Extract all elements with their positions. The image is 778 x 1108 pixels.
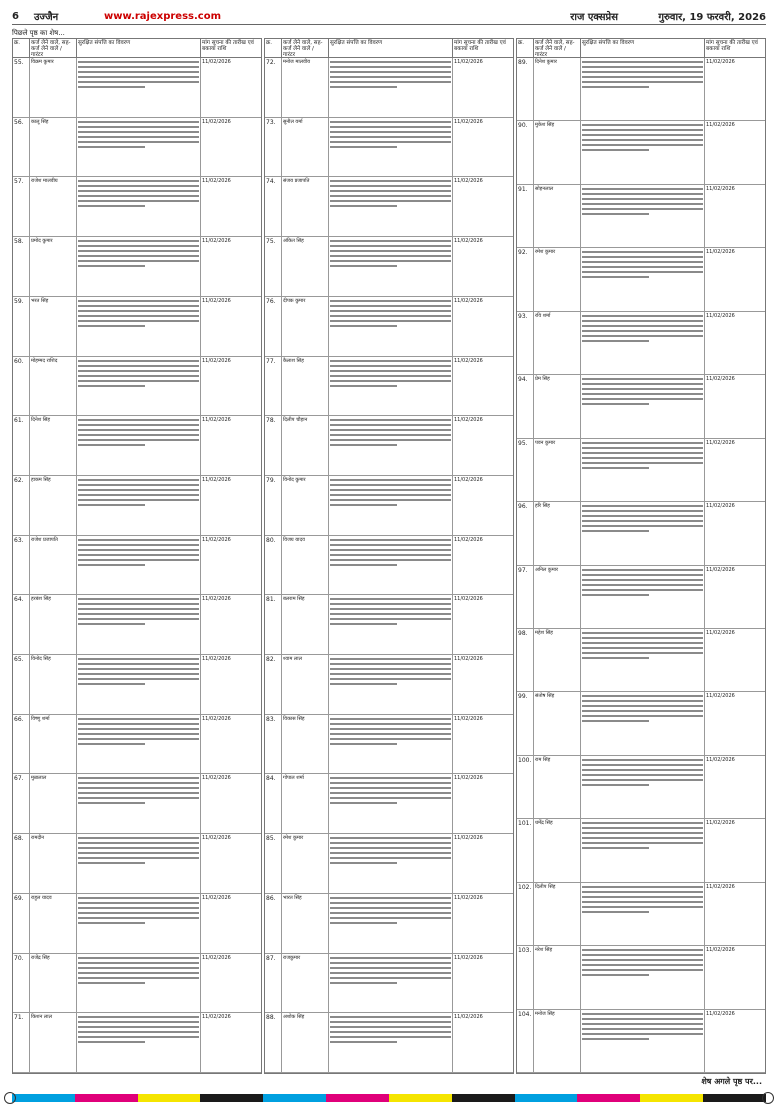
notice-entry [13, 357, 261, 417]
entry-serial: 94. [517, 375, 534, 437]
page-header [12, 8, 766, 25]
property-description [77, 834, 201, 893]
borrower-name: रामदीन [30, 834, 77, 893]
demand-notice-date: 11/02/2026 [202, 178, 231, 185]
notice-entry [13, 954, 261, 1014]
entry-serial: 98. [517, 629, 534, 691]
entry-serial: 103. [517, 946, 534, 1008]
property-description [329, 237, 453, 296]
print-color-bar [12, 1094, 766, 1102]
property-description [77, 536, 201, 595]
demand-notice-date: 11/02/2026 [706, 756, 735, 763]
entry-serial: 75. [265, 237, 282, 296]
borrower-name: रवि शर्मा [534, 312, 581, 374]
entry-serial: 96. [517, 502, 534, 564]
borrower-name: सुनील वर्मा [282, 118, 329, 177]
entry-serial: 93. [517, 312, 534, 374]
entry-serial: 63. [13, 536, 30, 595]
column-header [265, 39, 513, 58]
color-swatch [452, 1094, 515, 1102]
entry-serial: 85. [265, 834, 282, 893]
entry-serial: 73. [265, 118, 282, 177]
entry-serial: 71. [13, 1013, 30, 1072]
color-swatch [640, 1094, 703, 1102]
entry-serial: 60. [13, 357, 30, 416]
demand-notice-date: 11/02/2026 [202, 297, 231, 304]
color-swatch [138, 1094, 201, 1102]
notice-entry [265, 237, 513, 297]
notice-entry [517, 819, 765, 882]
column-header [517, 39, 765, 58]
website-url: www.rajexpress.com [104, 10, 222, 22]
entry-serial: 95. [517, 439, 534, 501]
property-description [77, 58, 201, 117]
demand-notice-date: 11/02/2026 [202, 238, 231, 245]
entry-serial: 80. [265, 536, 282, 595]
property-description [329, 177, 453, 236]
demand-notice-date: 11/02/2026 [202, 59, 231, 65]
demand-notice-date: 11/02/2026 [706, 122, 735, 129]
color-swatch [577, 1094, 640, 1102]
continuation-text: पिछले पृष्ठ का शेष... [12, 29, 65, 37]
registration-mark-icon [762, 1092, 774, 1104]
borrower-header: कर्ज लेने वाले, सह-कर्ज लेने वाले / गारंटर [534, 39, 581, 57]
borrower-name: विक्रम कुमार [30, 58, 77, 117]
demand-notice-date: 11/02/2026 [706, 820, 735, 827]
property-description [581, 121, 705, 183]
notice-entry [265, 58, 513, 118]
entry-serial: 100. [517, 756, 534, 818]
notice-entry [517, 756, 765, 819]
entry-serial: 65. [13, 655, 30, 714]
property-description [329, 595, 453, 654]
notice-entry [13, 476, 261, 536]
entry-serial: 89. [517, 58, 534, 120]
demand-notice-date: 11/02/2026 [454, 357, 483, 364]
color-swatch [12, 1094, 75, 1102]
property-description [329, 476, 453, 535]
demand-notice-date: 11/02/2026 [202, 954, 231, 961]
property-description [581, 439, 705, 501]
demand-notice-date: 11/02/2026 [454, 656, 483, 663]
borrower-name: राजकुमार [282, 954, 329, 1013]
property-description [329, 954, 453, 1013]
notice-entry [265, 357, 513, 417]
borrower-name: भरत सिंह [30, 297, 77, 356]
demand-notice-date: 11/02/2026 [202, 118, 231, 125]
notice-entry [265, 297, 513, 357]
entry-serial: 91. [517, 185, 534, 247]
property-description [329, 58, 453, 117]
notice-entry [13, 177, 261, 237]
notice-column [264, 38, 514, 1074]
notice-entry [13, 774, 261, 834]
demand-notice-date: 11/02/2026 [202, 775, 231, 782]
property-description [581, 375, 705, 437]
entry-serial: 69. [13, 894, 30, 953]
color-swatch [200, 1094, 263, 1102]
notice-entry [517, 1010, 765, 1073]
demand-notice-date: 11/02/2026 [454, 118, 483, 125]
borrower-name: दिनेश सिंह [30, 416, 77, 475]
notice-entry [517, 439, 765, 502]
demand-notice-date: 11/02/2026 [454, 178, 483, 185]
borrower-name: मनोज मालवीय [282, 58, 329, 117]
borrower-name: मोहम्मद राशिद [30, 357, 77, 416]
entry-serial: 58. [13, 237, 30, 296]
borrower-name: भारत सिंह [282, 894, 329, 953]
notice-entry [13, 1013, 261, 1073]
property-description [329, 536, 453, 595]
notice-entry [265, 1013, 513, 1073]
property-description [77, 416, 201, 475]
color-swatch [75, 1094, 138, 1102]
color-swatch [326, 1094, 389, 1102]
demand-notice-date: 11/02/2026 [202, 476, 231, 483]
demand-notice-date: 11/02/2026 [706, 503, 735, 510]
borrower-name: विनोद सिंह [30, 655, 77, 714]
property-description [77, 237, 201, 296]
property-description [77, 297, 201, 356]
borrower-name: बलराम सिंह [282, 595, 329, 654]
notice-entry [265, 476, 513, 536]
demand-notice-date: 11/02/2026 [706, 249, 735, 256]
demand-notice-date: 11/02/2026 [706, 376, 735, 383]
property-description [77, 774, 201, 833]
borrower-name: संजय प्रजापति [282, 177, 329, 236]
notice-entry [517, 566, 765, 629]
demand-notice-date: 11/02/2026 [202, 835, 231, 842]
borrower-name: सोहनलाल [534, 185, 581, 247]
entry-serial: 56. [13, 118, 30, 177]
notice-entry [13, 834, 261, 894]
borrower-name: मुन्नालाल [30, 774, 77, 833]
borrower-name: कालू सिंह [30, 118, 77, 177]
notice-entry [517, 248, 765, 311]
entry-serial: 87. [265, 954, 282, 1013]
borrower-name: रमेश कुमार [282, 834, 329, 893]
property-description [77, 954, 201, 1013]
continued-note: शेष अगले पृष्ठ पर... [701, 1077, 762, 1086]
borrower-name: गोपाल शर्मा [282, 774, 329, 833]
borrower-name: संतोष सिंह [534, 692, 581, 754]
property-header: सुरक्षित संपत्ति का विवरण [77, 39, 201, 57]
demand-notice-date: 11/02/2026 [706, 693, 735, 700]
color-swatch [263, 1094, 326, 1102]
registration-mark-icon [4, 1092, 16, 1104]
borrower-name: श्याम लाल [282, 655, 329, 714]
property-description [329, 118, 453, 177]
borrower-name: किशन लाल [30, 1013, 77, 1072]
notice-entry [517, 883, 765, 946]
borrower-name: प्रेम सिंह [534, 375, 581, 437]
borrower-name: अंकित सिंह [282, 237, 329, 296]
demand-notice-date: 11/02/2026 [202, 715, 231, 722]
borrower-name: विष्णु शर्मा [30, 715, 77, 774]
entry-serial: 78. [265, 416, 282, 475]
property-description [77, 894, 201, 953]
serial-header: क्र. [265, 39, 282, 57]
property-description [581, 946, 705, 1008]
borrower-name: मुकेश सिंह [534, 121, 581, 183]
entry-serial: 74. [265, 177, 282, 236]
notice-entry [13, 655, 261, 715]
demand-notice-date: 11/02/2026 [202, 894, 231, 901]
notice-column [12, 38, 262, 1074]
entry-serial: 82. [265, 655, 282, 714]
notice-entry [13, 536, 261, 596]
property-description [581, 883, 705, 945]
property-description [329, 894, 453, 953]
notice-entry [517, 375, 765, 438]
property-description [329, 834, 453, 893]
demand-notice-date: 11/02/2026 [706, 185, 735, 192]
borrower-name: दिलीप चौहान [282, 416, 329, 475]
borrower-header: कर्ज लेने वाले, सह-कर्ज लेने वाले / गारंटर [282, 39, 329, 57]
borrower-name: कैलाश सिंह [282, 357, 329, 416]
notice-entry [517, 185, 765, 248]
entry-serial: 86. [265, 894, 282, 953]
property-description [329, 357, 453, 416]
demand-notice-date: 11/02/2026 [706, 439, 735, 446]
demand-notice-date: 11/02/2026 [454, 715, 483, 722]
property-description [77, 357, 201, 416]
demand-notice-date: 11/02/2026 [202, 357, 231, 364]
entry-serial: 81. [265, 595, 282, 654]
property-description [77, 655, 201, 714]
notice-entry [265, 834, 513, 894]
notice-entry [13, 297, 261, 357]
borrower-name: हरबंश सिंह [30, 595, 77, 654]
borrower-name: राजेश प्रजापति [30, 536, 77, 595]
property-description [581, 248, 705, 310]
demand-notice-date: 11/02/2026 [454, 476, 483, 483]
notice-entry [517, 502, 765, 565]
entry-serial: 90. [517, 121, 534, 183]
notice-entry [13, 595, 261, 655]
property-description [329, 1013, 453, 1072]
property-description [581, 502, 705, 564]
borrower-name: विजय यादव [282, 536, 329, 595]
entry-serial: 77. [265, 357, 282, 416]
property-description [581, 1010, 705, 1072]
property-header: सुरक्षित संपत्ति का विवरण [581, 39, 705, 57]
borrower-name: अशोक सिंह [282, 1013, 329, 1072]
entry-serial: 97. [517, 566, 534, 628]
entry-serial: 55. [13, 58, 30, 117]
entry-serial: 83. [265, 715, 282, 774]
entry-serial: 88. [265, 1013, 282, 1072]
property-description [77, 715, 201, 774]
borrower-name: दिलीप सिंह [534, 883, 581, 945]
borrower-name: राजेंद्र सिंह [30, 954, 77, 1013]
color-swatch [389, 1094, 452, 1102]
demand-date-header: मांग सूचना की तारीख एवं बकाया राशि [202, 40, 254, 52]
entry-serial: 64. [13, 595, 30, 654]
demand-notice-date: 11/02/2026 [454, 835, 483, 842]
notice-column [516, 38, 766, 1074]
property-description [581, 629, 705, 691]
demand-notice-date: 11/02/2026 [454, 775, 483, 782]
entry-serial: 99. [517, 692, 534, 754]
entry-serial: 79. [265, 476, 282, 535]
property-description [77, 476, 201, 535]
demand-notice-date: 11/02/2026 [454, 297, 483, 304]
notice-entry [265, 715, 513, 775]
borrower-name: रमेश कुमार [534, 248, 581, 310]
notice-entry [13, 118, 261, 178]
property-description [77, 177, 201, 236]
demand-notice-date: 11/02/2026 [706, 947, 735, 954]
notice-entry [265, 118, 513, 178]
property-description [329, 774, 453, 833]
paper-name: राज एक्सप्रेस [570, 12, 618, 23]
demand-notice-date: 11/02/2026 [706, 312, 735, 319]
entry-serial: 104. [517, 1010, 534, 1072]
borrower-name: विनोद कुमार [282, 476, 329, 535]
property-description [77, 118, 201, 177]
borrower-header: कर्ज लेने वाले, सह-कर्ज लेने वाले / गारंटर [30, 39, 77, 57]
borrower-name: विकास सिंह [282, 715, 329, 774]
notice-entry [13, 237, 261, 297]
demand-notice-date: 11/02/2026 [706, 1010, 735, 1017]
edition-city: उज्जैन [34, 12, 59, 23]
notice-entry [517, 121, 765, 184]
demand-notice-date: 11/02/2026 [706, 629, 735, 636]
entry-serial: 59. [13, 297, 30, 356]
color-swatch [515, 1094, 578, 1102]
borrower-name: हरि सिंह [534, 502, 581, 564]
entry-serial: 72. [265, 58, 282, 117]
entry-serial: 61. [13, 416, 30, 475]
notice-entry [265, 655, 513, 715]
entry-serial: 57. [13, 177, 30, 236]
notice-entry [265, 954, 513, 1014]
property-description [329, 715, 453, 774]
demand-notice-date: 11/02/2026 [706, 566, 735, 573]
notice-entry [517, 58, 765, 121]
demand-notice-date: 11/02/2026 [454, 1014, 483, 1021]
demand-notice-date: 11/02/2026 [454, 59, 483, 65]
property-description [581, 692, 705, 754]
demand-notice-date: 11/02/2026 [454, 894, 483, 901]
entry-serial: 101. [517, 819, 534, 881]
demand-date-header: मांग सूचना की तारीख एवं बकाया राशि [454, 40, 506, 52]
notice-entry [265, 177, 513, 237]
entry-serial: 70. [13, 954, 30, 1013]
property-header: सुरक्षित संपत्ति का विवरण [329, 39, 453, 57]
notice-entry [265, 536, 513, 596]
issue-date: गुरुवार, 19 फरवरी, 2026 [658, 12, 766, 23]
serial-header: क्र. [13, 39, 30, 57]
demand-notice-date: 11/02/2026 [706, 883, 735, 890]
notice-entry [517, 629, 765, 692]
borrower-name: महेश सिंह [534, 629, 581, 691]
entry-serial: 92. [517, 248, 534, 310]
demand-notice-date: 11/02/2026 [454, 536, 483, 543]
entry-serial: 67. [13, 774, 30, 833]
borrower-name: राम सिंह [534, 756, 581, 818]
notice-entry [13, 715, 261, 775]
notice-entry [517, 692, 765, 755]
demand-notice-date: 11/02/2026 [706, 59, 735, 65]
property-description [581, 185, 705, 247]
demand-notice-date: 11/02/2026 [202, 656, 231, 663]
property-description [329, 655, 453, 714]
demand-notice-date: 11/02/2026 [202, 536, 231, 543]
entry-serial: 66. [13, 715, 30, 774]
notice-columns [12, 38, 766, 1074]
notice-entry [517, 946, 765, 1009]
notice-entry [13, 894, 261, 954]
property-description [581, 312, 705, 374]
notice-entry [517, 312, 765, 375]
property-description [581, 756, 705, 818]
notice-entry [265, 894, 513, 954]
borrower-name: नरेश सिंह [534, 946, 581, 1008]
notice-entry [265, 595, 513, 655]
demand-notice-date: 11/02/2026 [202, 417, 231, 424]
borrower-name: हाकम सिंह [30, 476, 77, 535]
property-description [581, 58, 705, 120]
entry-serial: 62. [13, 476, 30, 535]
demand-notice-date: 11/02/2026 [454, 954, 483, 961]
demand-date-header: मांग सूचना की तारीख एवं बकाया राशि [706, 40, 758, 52]
borrower-name: दीपक कुमार [282, 297, 329, 356]
borrower-name: पवन कुमार [534, 439, 581, 501]
notice-entry [13, 416, 261, 476]
entry-serial: 102. [517, 883, 534, 945]
borrower-name: राहुल यादव [30, 894, 77, 953]
borrower-name: अनिल कुमार [534, 566, 581, 628]
notice-entry [265, 774, 513, 834]
borrower-name: राजेश मालवीय [30, 177, 77, 236]
property-description [581, 566, 705, 628]
entry-serial: 76. [265, 297, 282, 356]
demand-notice-date: 11/02/2026 [454, 238, 483, 245]
property-description [581, 819, 705, 881]
notice-entry [265, 416, 513, 476]
property-description [77, 1013, 201, 1072]
demand-notice-date: 11/02/2026 [202, 1014, 231, 1021]
borrower-name: प्रमोद कुमार [30, 237, 77, 296]
column-header [13, 39, 261, 58]
demand-notice-date: 11/02/2026 [202, 596, 231, 603]
demand-notice-date: 11/02/2026 [454, 596, 483, 603]
entry-serial: 84. [265, 774, 282, 833]
color-swatch [703, 1094, 766, 1102]
page-number: 6 [12, 10, 19, 22]
property-description [77, 595, 201, 654]
borrower-name: दिनेश कुमार [534, 58, 581, 120]
property-description [329, 297, 453, 356]
entry-serial: 68. [13, 834, 30, 893]
borrower-name: मनोज सिंह [534, 1010, 581, 1072]
borrower-name: धर्मेंद्र सिंह [534, 819, 581, 881]
serial-header: क्र. [517, 39, 534, 57]
notice-entry [13, 58, 261, 118]
property-description [329, 416, 453, 475]
demand-notice-date: 11/02/2026 [454, 417, 483, 424]
